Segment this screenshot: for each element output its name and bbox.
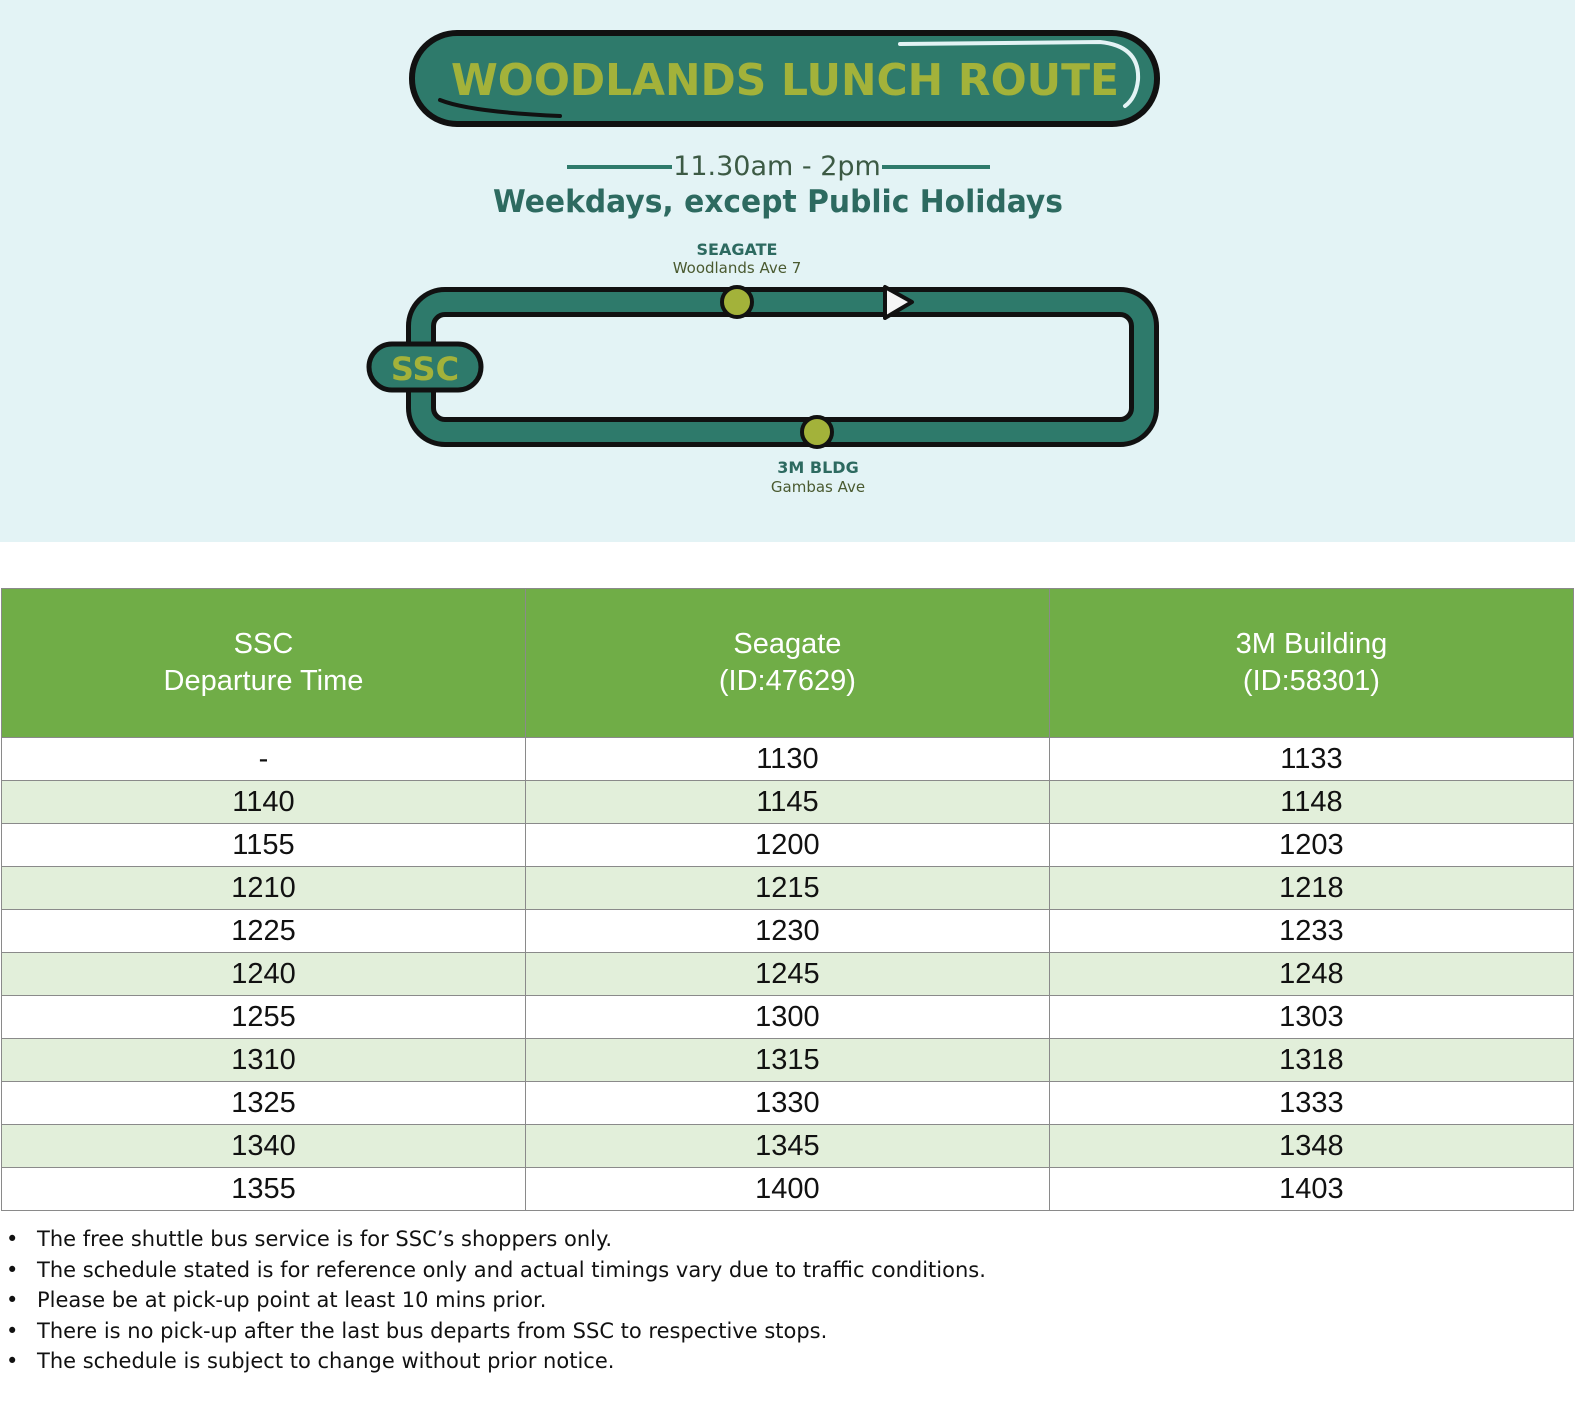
stop-3m-name: 3M BLDG xyxy=(777,458,859,477)
seagate-cell: 1145 xyxy=(525,781,1049,824)
3m-building-cell: 1218 xyxy=(1049,867,1573,910)
seagate-cell: 1315 xyxy=(525,1039,1049,1082)
3m-building-cell: 1203 xyxy=(1049,824,1573,867)
header-line1: Seagate xyxy=(733,628,842,660)
seagate-cell: 1300 xyxy=(525,996,1049,1039)
table-row xyxy=(2,1082,1574,1125)
3m-building-cell: 1403 xyxy=(1049,1168,1573,1211)
ssc-departure-cell: 1255 xyxy=(2,996,526,1039)
ssc-departure-cell: 1210 xyxy=(2,867,526,910)
ssc-departure-cell: 1325 xyxy=(2,1082,526,1125)
ssc-departure-cell: 1355 xyxy=(2,1168,526,1211)
service-days: Weekdays, except Public Holidays xyxy=(493,184,1063,220)
stop-3m-dot xyxy=(802,417,832,447)
header-line1: SSC xyxy=(233,628,294,660)
table-row xyxy=(2,1039,1574,1082)
table-row xyxy=(2,1168,1574,1211)
note-text: The free shuttle bus service is for SSC’s shoppers only. xyxy=(37,1227,613,1251)
bullet-icon: • xyxy=(6,1257,19,1282)
note-text: Please be at pick-up point at least 10 mins prior. xyxy=(37,1288,547,1312)
3m-building-cell: 1333 xyxy=(1049,1082,1573,1125)
seagate-cell: 1200 xyxy=(525,824,1049,867)
header-ssc-departure xyxy=(2,589,526,738)
stop-3m-street: Gambas Ave xyxy=(770,478,866,496)
route-loop xyxy=(421,302,1144,432)
ssc-departure-cell: 1310 xyxy=(2,1039,526,1082)
table-row xyxy=(2,867,1574,910)
header-line2: (ID:47629) xyxy=(718,665,856,697)
note-text: The schedule is subject to change without prior notice. xyxy=(37,1349,615,1373)
seagate-cell: 1215 xyxy=(525,867,1049,910)
header-row xyxy=(2,589,1574,738)
3m-building-cell: 1233 xyxy=(1049,910,1573,953)
table-row xyxy=(2,953,1574,996)
route-banner xyxy=(0,0,1575,542)
seagate-cell: 1330 xyxy=(525,1082,1049,1125)
header-seagate xyxy=(525,589,1049,738)
stop-seagate-dot xyxy=(722,287,752,317)
3m-building-cell: 1318 xyxy=(1049,1039,1573,1082)
ssc-departure-cell: 1140 xyxy=(2,781,526,824)
schedule-table xyxy=(1,588,1574,1211)
ssc-departure-cell: 1340 xyxy=(2,1125,526,1168)
seagate-cell: 1230 xyxy=(525,910,1049,953)
stop-seagate-name: SEAGATE xyxy=(696,240,778,259)
ssc-departure-cell: 1240 xyxy=(2,953,526,996)
seagate-cell: 1130 xyxy=(525,738,1049,781)
route-map xyxy=(0,0,1575,542)
service-hours: 11.30am - 2pm xyxy=(673,151,881,182)
route-title: WOODLANDS LUNCH ROUTE xyxy=(451,55,1119,106)
bullet-icon: • xyxy=(6,1288,19,1312)
seagate-cell: 1345 xyxy=(525,1125,1049,1168)
ssc-badge-label: SSC xyxy=(390,350,460,388)
bullet-icon: • xyxy=(6,1349,19,1373)
3m-building-cell: 1248 xyxy=(1049,953,1573,996)
header-3m-building xyxy=(1049,589,1573,738)
bullet-icon: • xyxy=(6,1318,19,1343)
note-item xyxy=(0,1224,1560,1255)
header-line2: (ID:58301) xyxy=(1242,665,1380,697)
ssc-departure-cell: 1155 xyxy=(2,824,526,867)
note-item xyxy=(0,1255,1560,1286)
note-text: There is no pick-up after the last bus departs from SSC to respective stops. xyxy=(37,1318,828,1343)
seagate-cell: 1400 xyxy=(525,1168,1049,1211)
bullet-icon: • xyxy=(6,1227,19,1251)
table-row xyxy=(2,996,1574,1039)
3m-building-cell: 1303 xyxy=(1049,996,1573,1039)
table-row xyxy=(2,1125,1574,1168)
header-line1: 3M Building xyxy=(1235,628,1388,660)
table-row xyxy=(2,910,1574,953)
note-text: The schedule stated is for reference only and actual timings vary due to traffic conditions. xyxy=(37,1257,986,1282)
note-item xyxy=(0,1346,1560,1377)
ssc-departure-cell: 1225 xyxy=(2,910,526,953)
3m-building-cell: 1133 xyxy=(1049,738,1573,781)
note-item xyxy=(0,1285,1560,1316)
notes-list xyxy=(0,1224,1560,1377)
seagate-cell: 1245 xyxy=(525,953,1049,996)
header-line2: Departure Time xyxy=(163,665,364,697)
note-item xyxy=(0,1316,1560,1347)
3m-building-cell: 1148 xyxy=(1049,781,1573,824)
route-loop-outline xyxy=(421,302,1144,432)
table-row xyxy=(2,781,1574,824)
table-row xyxy=(2,824,1574,867)
ssc-departure-cell: - xyxy=(2,738,526,781)
stop-seagate-street: Woodlands Ave 7 xyxy=(672,259,802,277)
table-row xyxy=(2,738,1574,781)
3m-building-cell: 1348 xyxy=(1049,1125,1573,1168)
